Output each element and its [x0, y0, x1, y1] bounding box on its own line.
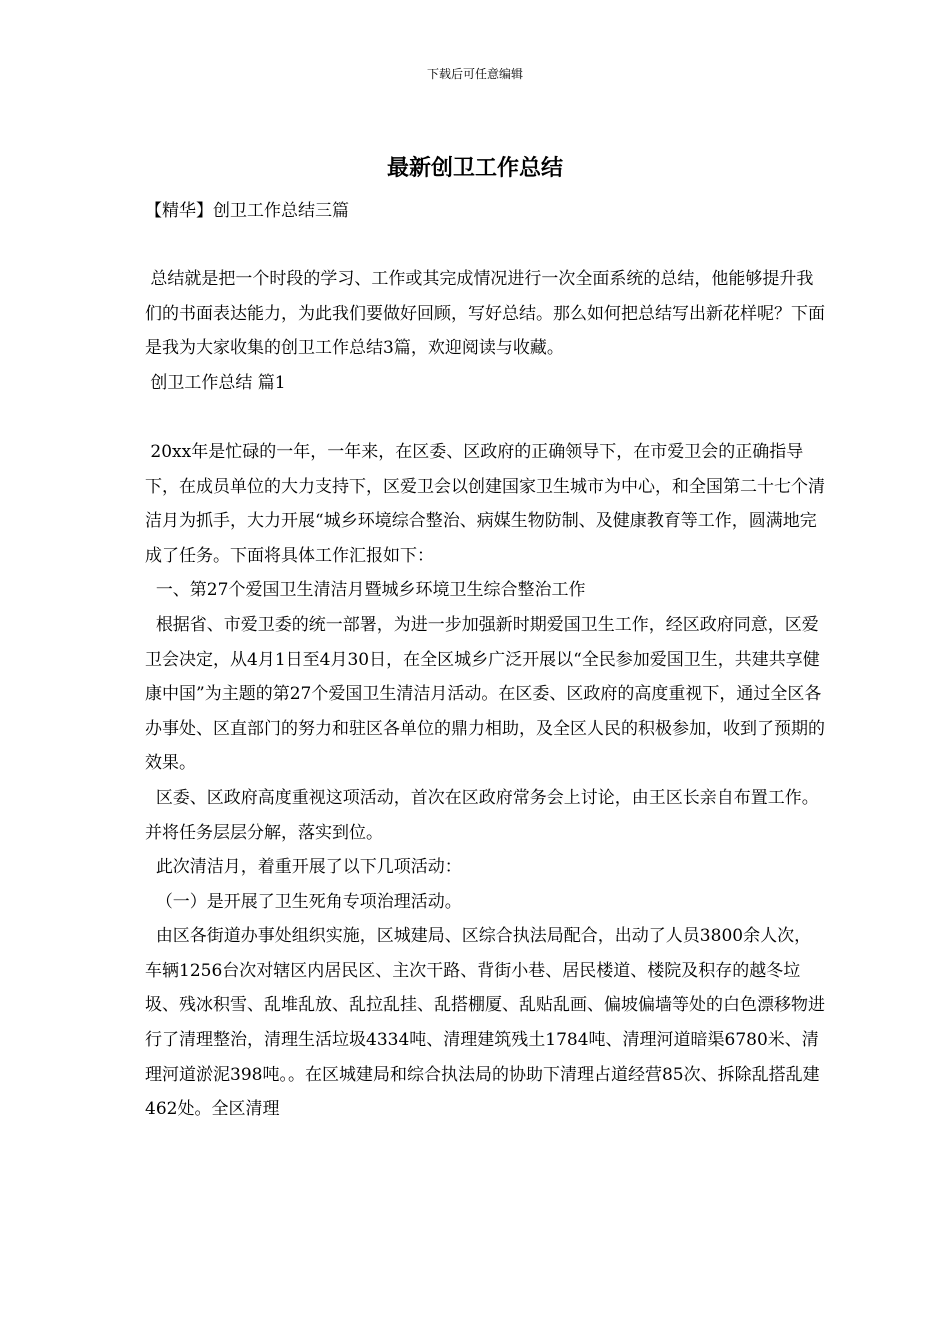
header-note: 下载后可任意编辑 [426, 67, 523, 81]
body-paragraph: 根据省、市爱卫委的统一部署，为进一步加强新时期爱国卫生工作，经区政府同意，区爱卫会决定，从4月1日至4月30日，在全区城乡广泛开展以“全民参加爱国卫生，共建共享健康中国”为主题的第27个爱国卫生清洁月活动。在区委、区政府的高度重视下，通过全区各办事处、区直部门的努力和驻区各单位的鼎力相助，及全区人民的积极参加，收到了预期的效果。 [145, 614, 825, 774]
body-paragraph: 区委、区政府高度重视这项活动，首次在区政府常务会上讨论，由王区长亲自布置工作。并将任务层层分解，落实到位。 [145, 787, 819, 843]
body-paragraph: 由区各街道办事处组织实施，区城建局、区综合执法局配合，出动了人员3800余人次，车辆1256台次对辖区内居民区、主次干路、背街小巷、居民楼道、楼院及积存的越冬垃圾、残冰积雪、乱堆乱放、乱拉乱挂、乱搭棚厦、乱贴乱画、偏坡偏墙等处的白色漂移物进行了清理整治，清理生活垃圾4334吨、清理建筑残土1784吨、清理河道暗渠6780米、清理河道淤泥398吨。。在区城建局和综合执法局的协助下清理占道经营85次、拆除乱搭乱建462处。全区清理 [145, 926, 825, 1120]
blank-line [145, 400, 825, 435]
document-body [145, 262, 825, 1127]
section-heading: 创卫工作总结 篇1 [145, 372, 286, 393]
intro-paragraph: 总结就是把一个时段的学习、工作或其完成情况进行一次全面系统的总结，他能够提升我们的书面表达能力，为此我们要做好回顾，写好总结。那么如何把总结写出新花样呢？下面是我为大家收集的创卫工作总结3篇，欢迎阅读与收藏。 [145, 269, 825, 359]
body-paragraph: 20xx年是忙碌的一年，一年来，在区委、区政府的正确领导下，在市爱卫会的正确指导下，在成员单位的大力支持下，区爱卫会以创建国家卫生城市为中心，和全国第二十七个清洁月为抓手，大力开展“城乡环境综合整治、病媒生物防制、及健康教育等工作，圆满地完成了任务。下面将具体工作汇报如下： [145, 441, 825, 566]
document-subtitle: 【精华】创卫工作总结三篇 [145, 201, 349, 221]
document-title: 最新创卫工作总结 [386, 155, 563, 181]
body-paragraph: 此次清洁月，着重开展了以下几项活动： [145, 857, 462, 878]
body-paragraph: 一、第27个爱国卫生清洁月暨城乡环境卫生综合整治工作 [145, 580, 586, 601]
body-paragraph: （一）是开展了卫生死角专项治理活动。 [145, 891, 462, 912]
